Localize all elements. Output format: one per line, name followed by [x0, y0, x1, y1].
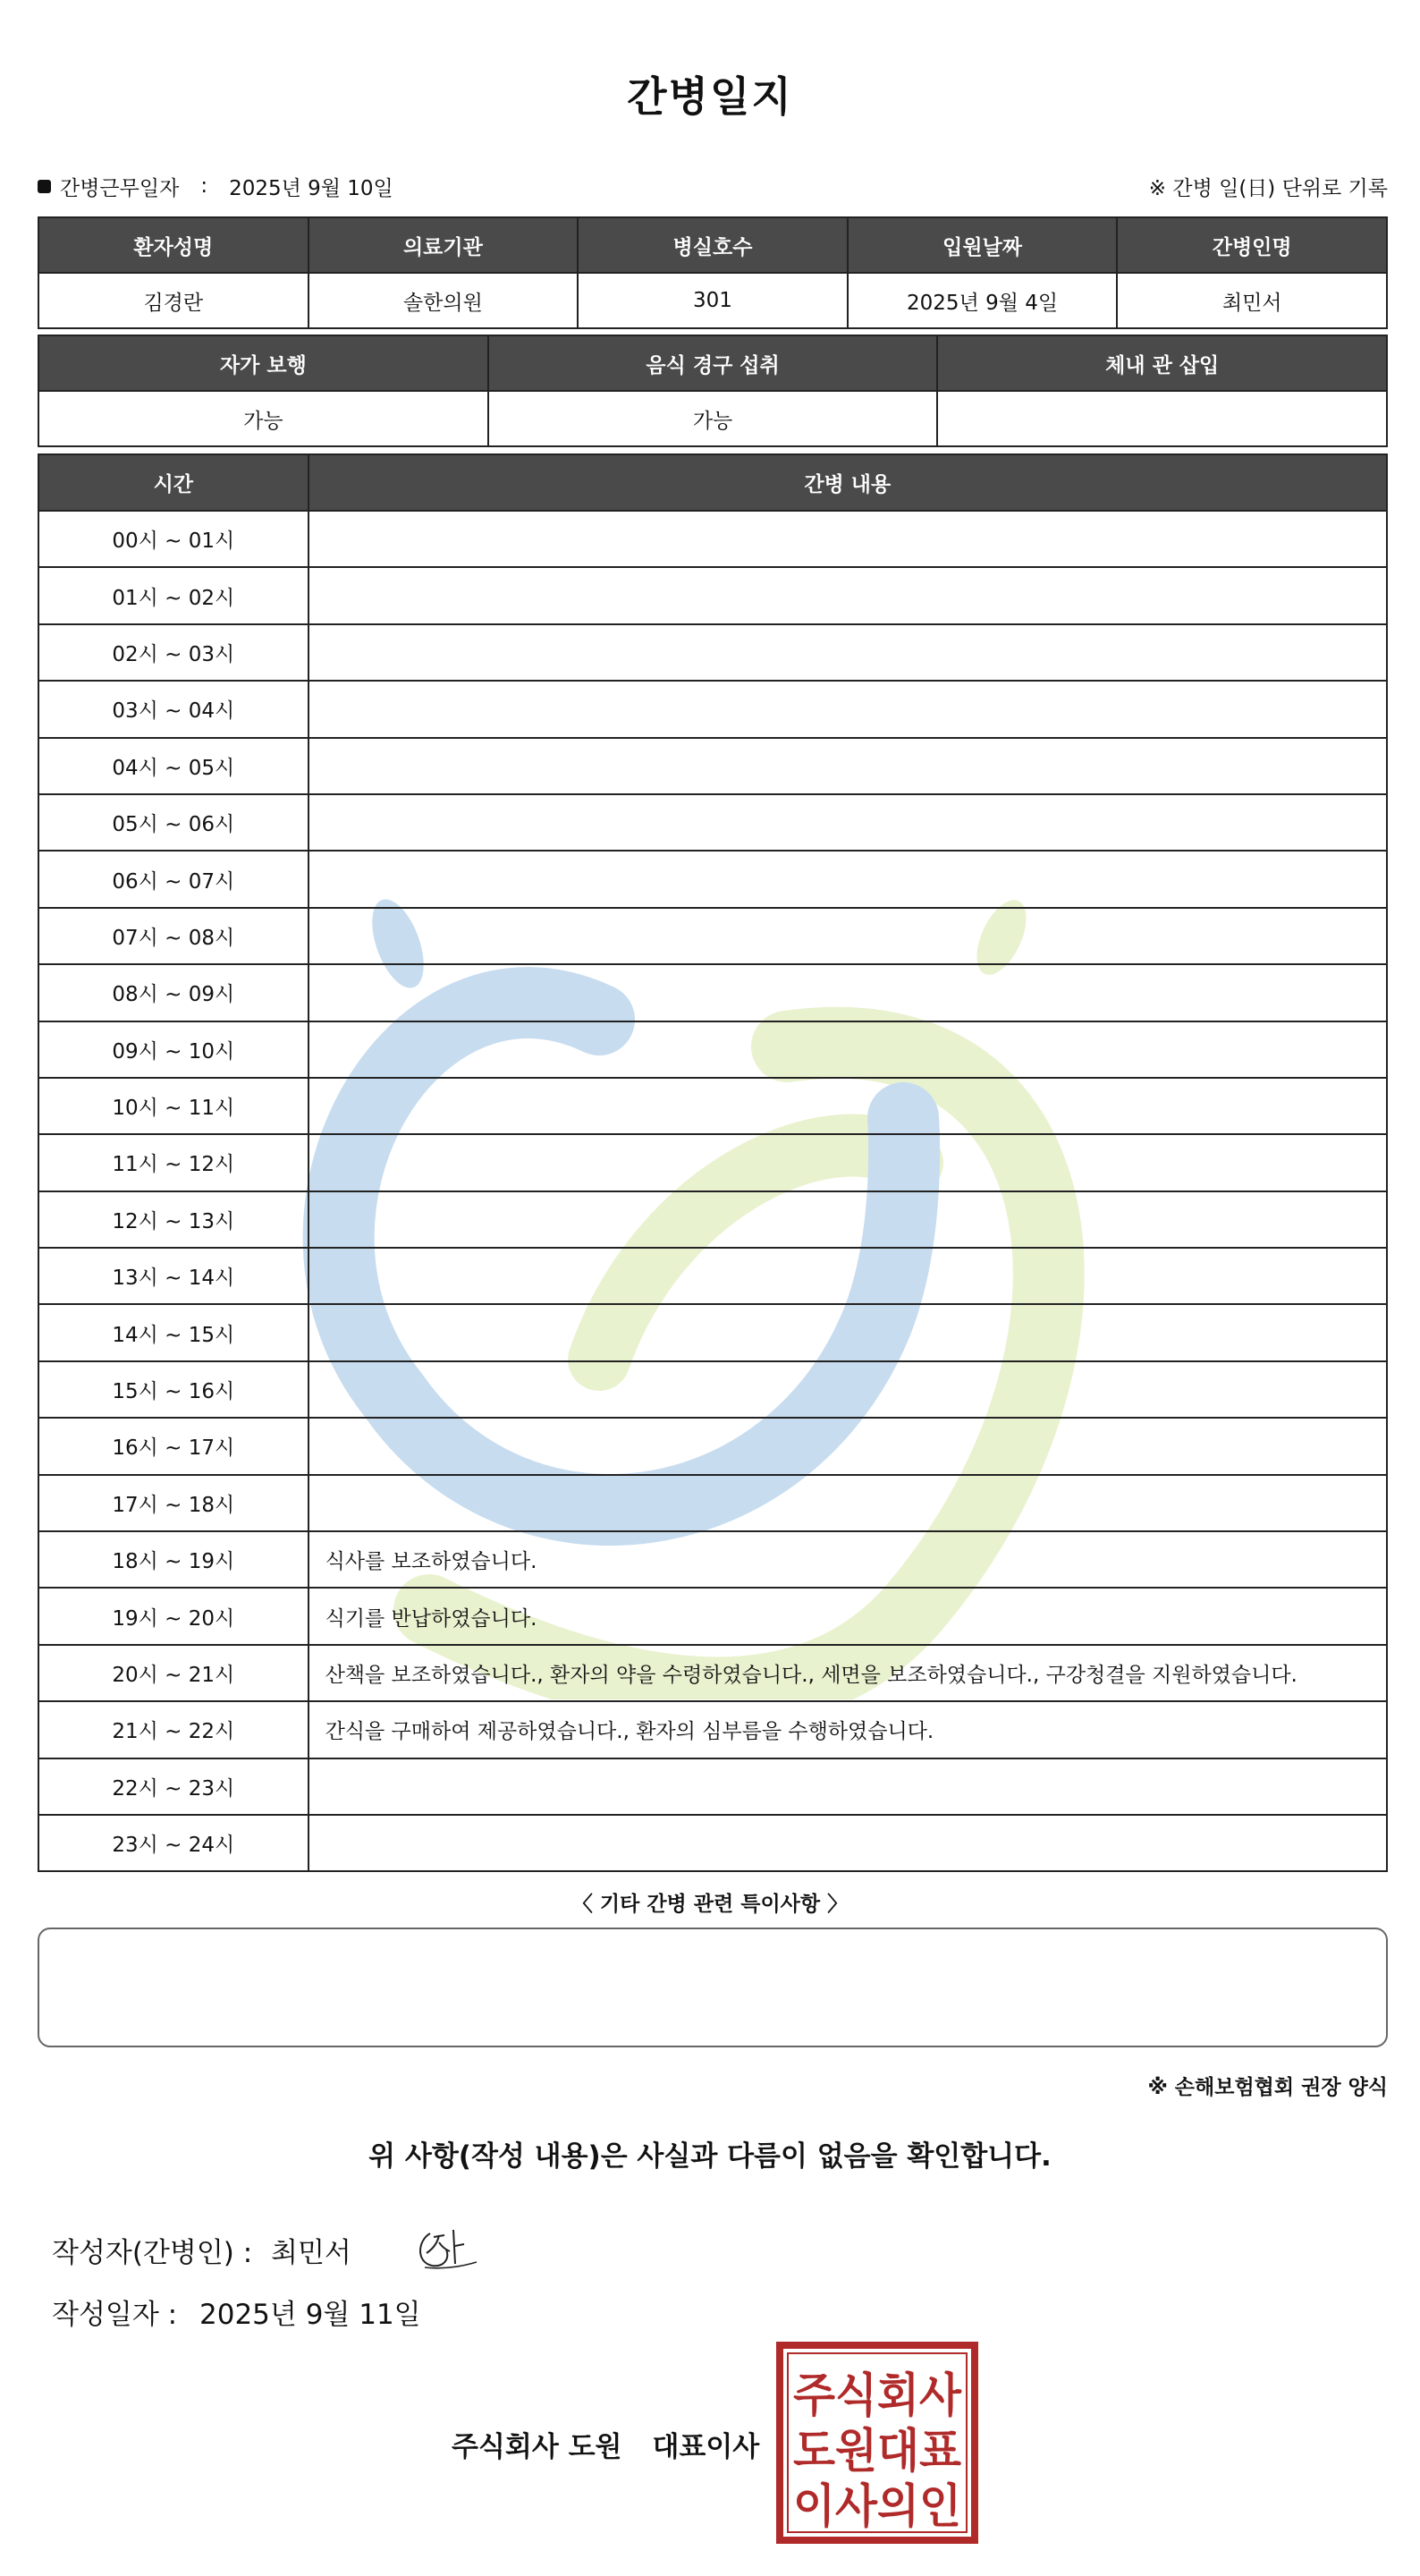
- time-cell: 12시 ~ 13시: [38, 1191, 309, 1248]
- special-notes-title: 〈 기타 간병 관련 특이사항 〉: [571, 1893, 849, 1916]
- content-cell: [309, 794, 1387, 851]
- patient-info-value-row: [38, 273, 1387, 328]
- content-cell: [309, 851, 1387, 907]
- patient-info-header-row: [38, 217, 1387, 273]
- time-cell: 13시 ~ 14시: [38, 1248, 309, 1304]
- institution-cell: 솔한의원: [309, 273, 579, 328]
- time-cell: 02시 ~ 03시: [38, 624, 309, 681]
- time-cell: 11시 ~ 12시: [38, 1134, 309, 1191]
- header-time: 시간: [38, 454, 309, 511]
- content-cell: [309, 1304, 1387, 1360]
- header-self-walking: 자가 보행: [38, 335, 488, 391]
- content-cell: 식기를 반납하였습니다.: [309, 1588, 1387, 1644]
- content-cell: [309, 964, 1387, 1021]
- table-row: [38, 1021, 1387, 1078]
- table-row: [38, 1645, 1387, 1701]
- writer-name: 최민서: [271, 2236, 351, 2269]
- form-notice: ※ 손해보험협회 권장 양식: [1147, 2076, 1388, 2099]
- table-row: [38, 1418, 1387, 1474]
- self-walking-cell: 가능: [38, 391, 488, 446]
- table-row: [38, 1758, 1387, 1815]
- content-cell: 간식을 구매하여 제공하였습니다., 환자의 심부름을 수행하였습니다.: [309, 1701, 1387, 1758]
- time-cell: 22시 ~ 23시: [38, 1758, 309, 1815]
- confirmation-statement: 위 사항(작성 내용)은 사실과 다름이 없음을 확인합니다.: [368, 2140, 1052, 2173]
- work-date-info: [38, 172, 393, 201]
- table-row: [38, 1701, 1387, 1758]
- time-cell: 07시 ~ 08시: [38, 908, 309, 964]
- content-cell: [309, 1248, 1387, 1304]
- company-signature: [452, 2424, 759, 2464]
- table-row: [38, 624, 1387, 681]
- content-cell: [309, 1191, 1387, 1248]
- content-cell: [309, 1361, 1387, 1418]
- content-cell: [309, 624, 1387, 681]
- content-cell: [309, 1078, 1387, 1134]
- patient-name-cell: 김경란: [38, 273, 309, 328]
- unit-note: ※ 간병 일(日) 단위로 기록: [1148, 176, 1388, 200]
- table-row: [38, 1815, 1387, 1871]
- header-institution: 의료기관: [309, 217, 579, 273]
- content-cell: [309, 1021, 1387, 1078]
- table-row: [38, 567, 1387, 623]
- tube-insertion-cell: [937, 391, 1387, 446]
- content-cell: [309, 567, 1387, 623]
- content-cell: [309, 1418, 1387, 1474]
- header-oral-intake: 음식 경구 섭취: [488, 335, 938, 391]
- time-cell: 03시 ~ 04시: [38, 681, 309, 737]
- content-cell: [309, 1475, 1387, 1531]
- table-row: [38, 1531, 1387, 1588]
- table-row: [38, 1191, 1387, 1248]
- meta-row: [38, 170, 1388, 202]
- time-cell: 01시 ~ 02시: [38, 567, 309, 623]
- written-date-row: [52, 2292, 421, 2332]
- seal-line: 도원대표: [793, 2425, 961, 2479]
- oral-intake-cell: 가능: [488, 391, 938, 446]
- table-row: [38, 1588, 1387, 1644]
- special-notes-box: [38, 1928, 1388, 2047]
- time-cell: 19시 ~ 20시: [38, 1588, 309, 1644]
- table-row: [38, 851, 1387, 907]
- content-cell: [309, 681, 1387, 737]
- room-number-cell: 301: [578, 273, 848, 328]
- content-cell: 산책을 보조하였습니다., 환자의 약을 수령하였습니다., 세면을 보조하였습니다., 구강청결을 지원하였습니다.: [309, 1645, 1387, 1701]
- care-log-table: [38, 453, 1388, 1872]
- company-seal-stamp: [776, 2342, 978, 2544]
- time-cell: 10시 ~ 11시: [38, 1078, 309, 1134]
- table-row: [38, 794, 1387, 851]
- time-cell: 16시 ~ 17시: [38, 1418, 309, 1474]
- table-row: [38, 1361, 1387, 1418]
- time-cell: 09시 ~ 10시: [38, 1021, 309, 1078]
- content-cell: [309, 1134, 1387, 1191]
- writer-label: 작성자(간병인) :: [52, 2236, 253, 2269]
- content-cell: 식사를 보조하였습니다.: [309, 1531, 1387, 1588]
- care-log-header-row: [38, 454, 1387, 511]
- written-date-label: 작성일자 :: [52, 2299, 178, 2331]
- table-row: [38, 964, 1387, 1021]
- time-cell: 06시 ~ 07시: [38, 851, 309, 907]
- content-cell: [309, 738, 1387, 794]
- patient-status-table: [38, 335, 1388, 447]
- caregiver-name-cell: 최민서: [1117, 273, 1387, 328]
- content-cell: [309, 1758, 1387, 1815]
- table-row: [38, 908, 1387, 964]
- time-cell: 04시 ~ 05시: [38, 738, 309, 794]
- header-room-number: 병실호수: [578, 217, 848, 273]
- header-patient-name: 환자성명: [38, 217, 309, 273]
- header-caregiver-name: 간병인명: [1117, 217, 1387, 273]
- time-cell: 14시 ~ 15시: [38, 1304, 309, 1360]
- company-role: 대표이사: [652, 2431, 760, 2463]
- time-cell: 00시 ~ 01시: [38, 511, 309, 567]
- table-row: [38, 1475, 1387, 1531]
- table-row: [38, 1078, 1387, 1134]
- header-admission-date: 입원날짜: [848, 217, 1118, 273]
- work-date-separator: :: [200, 174, 208, 198]
- written-date-value: 2025년 9월 11일: [199, 2299, 421, 2331]
- table-row: [38, 1304, 1387, 1360]
- time-cell: 23시 ~ 24시: [38, 1815, 309, 1871]
- content-cell: [309, 908, 1387, 964]
- seal-line: 이사의인: [793, 2480, 961, 2534]
- work-date-value: 2025년 9월 10일: [229, 176, 393, 200]
- time-cell: 15시 ~ 16시: [38, 1361, 309, 1418]
- time-cell: 18시 ~ 19시: [38, 1531, 309, 1588]
- seal-line: 주식회사: [793, 2369, 962, 2423]
- page-title: 간병일지: [627, 72, 793, 121]
- table-row: [38, 738, 1387, 794]
- time-cell: 21시 ~ 22시: [38, 1701, 309, 1758]
- header-tube-insertion: 체내 관 삽입: [937, 335, 1387, 391]
- admission-date-cell: 2025년 9월 4일: [848, 273, 1118, 328]
- time-cell: 08시 ~ 09시: [38, 964, 309, 1021]
- table-row: [38, 511, 1387, 567]
- table-row: [38, 1134, 1387, 1191]
- header-care-content: 간병 내용: [309, 454, 1387, 511]
- time-cell: 05시 ~ 06시: [38, 794, 309, 851]
- table-row: [38, 681, 1387, 737]
- status-header-row: [38, 335, 1387, 391]
- bullet-square-icon: [38, 180, 51, 193]
- content-cell: [309, 1815, 1387, 1871]
- status-value-row: [38, 391, 1387, 446]
- time-cell: 17시 ~ 18시: [38, 1475, 309, 1531]
- table-row: [38, 1248, 1387, 1304]
- content-cell: [309, 511, 1387, 567]
- company-name: 주식회사 도원: [452, 2431, 622, 2463]
- time-cell: 20시 ~ 21시: [38, 1645, 309, 1701]
- work-date-label: 간병근무일자: [60, 176, 180, 200]
- writer-row: [52, 2223, 486, 2276]
- handwritten-signature-icon: [414, 2223, 486, 2276]
- patient-info-table: [38, 216, 1388, 329]
